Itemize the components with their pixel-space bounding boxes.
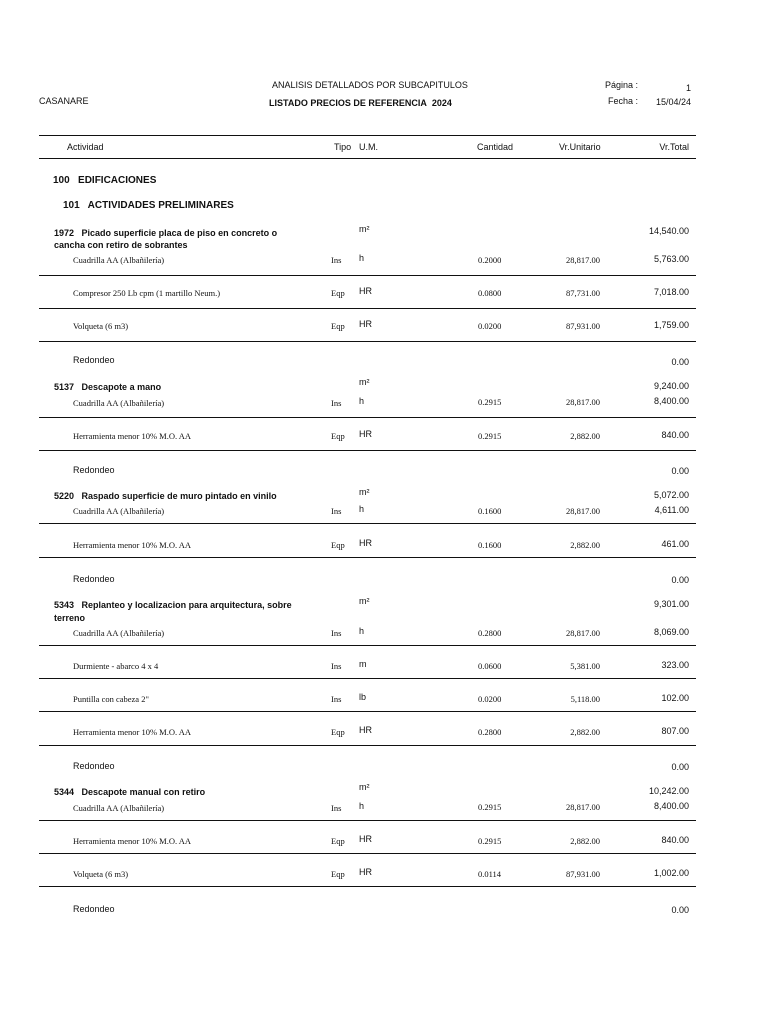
rounding-label: Redondeo (73, 574, 115, 584)
item-total: 8,400.00 (653, 396, 689, 406)
item-total: 8,069.00 (653, 627, 689, 637)
col-um: U.M. (359, 142, 378, 152)
item-um: m (359, 659, 367, 669)
item-tipo: Eqp (331, 431, 345, 441)
row-rule (39, 886, 696, 887)
date-value: 15/04/24 (656, 97, 692, 107)
item-desc: Compresor 250 Lb cpm (1 martillo Neum.) (73, 288, 221, 298)
item-tipo: Ins (331, 628, 342, 638)
item-um: HR (359, 834, 372, 844)
activity-total: 14,540.00 (648, 226, 689, 236)
item-unitario: 87,731.00 (566, 288, 600, 298)
activity-name: Picado superficie placa de piso en concreto o (81, 228, 278, 238)
item-total: 8,400.00 (653, 801, 689, 811)
item-unitario: 5,381.00 (570, 661, 600, 671)
activity-total: 9,301.00 (653, 599, 689, 609)
item-desc: Herramienta menor 10% M.O. AA (73, 540, 192, 550)
row-rule (39, 275, 696, 276)
row-rule (39, 308, 696, 309)
item-um: h (359, 253, 365, 263)
subchapter-code: 101 (63, 200, 80, 211)
row-rule (39, 678, 696, 679)
header-top-rule (39, 135, 696, 136)
rounding-value: 0.00 (671, 575, 689, 585)
activity-unit: m² (359, 377, 370, 387)
activity-total: 5,072.00 (653, 490, 689, 500)
activity-title (54, 491, 277, 501)
item-um: h (359, 801, 365, 811)
activity-name: Descapote a mano (81, 382, 162, 392)
item-unitario: 28,817.00 (566, 397, 600, 407)
item-um: h (359, 504, 365, 514)
item-unitario: 87,931.00 (566, 869, 600, 879)
rounding-value: 0.00 (671, 762, 689, 772)
col-cantidad: Cantidad (477, 142, 514, 152)
item-um: HR (359, 286, 372, 296)
item-cantidad: 0.0200 (478, 321, 502, 331)
item-total: 840.00 (661, 430, 689, 440)
page-label: Página : (605, 80, 639, 90)
item-cantidad: 0.0114 (478, 869, 502, 879)
row-rule (39, 745, 696, 746)
item-total: 7,018.00 (653, 287, 689, 297)
region-label: CASANARE (39, 96, 89, 106)
item-tipo: Ins (331, 694, 342, 704)
item-cantidad: 0.2000 (478, 255, 502, 265)
row-rule (39, 341, 696, 342)
activity-name: Replanteo y localizacion para arquitectura, sobre (81, 600, 292, 610)
activity-total: 9,240.00 (653, 381, 689, 391)
activity-title (54, 228, 277, 238)
item-total: 4,611.00 (654, 505, 689, 515)
activity-code: 5344 (54, 787, 75, 797)
activity-unit: m² (359, 782, 370, 792)
item-unitario: 28,817.00 (566, 802, 600, 812)
row-rule (39, 853, 696, 854)
item-desc: Cuadrilla AA (Albañilería) (73, 255, 165, 265)
item-unitario: 28,817.00 (566, 255, 600, 265)
item-um: lb (359, 692, 367, 702)
item-desc: Durmiente - abarco 4 x 4 (73, 661, 159, 671)
item-unitario: 87,931.00 (566, 321, 600, 331)
item-tipo: Ins (331, 506, 342, 516)
item-tipo: Eqp (331, 288, 345, 298)
item-total: 840.00 (661, 835, 689, 845)
rounding-value: 0.00 (671, 466, 689, 476)
item-tipo: Ins (331, 803, 342, 813)
activity-title (54, 382, 161, 392)
item-tipo: Eqp (331, 869, 345, 879)
chapter-name: EDIFICACIONES (78, 175, 157, 186)
item-tipo: Eqp (331, 540, 345, 550)
row-rule (39, 557, 696, 558)
item-um: HR (359, 429, 372, 439)
item-total: 807.00 (661, 726, 689, 736)
rounding-label: Redondeo (73, 465, 115, 475)
item-desc: Volqueta (6 m3) (73, 869, 129, 879)
item-cantidad: 0.2800 (478, 727, 502, 737)
item-um: HR (359, 319, 372, 329)
item-desc: Cuadrilla AA (Albañilería) (73, 506, 165, 516)
item-total: 102.00 (661, 693, 689, 703)
item-cantidad: 0.1600 (478, 506, 502, 516)
rounding-label: Redondeo (73, 761, 115, 771)
item-um: h (359, 396, 365, 406)
item-cantidad: 0.2800 (478, 628, 502, 638)
header-bottom-rule (39, 158, 696, 159)
col-total: Vr.Total (659, 142, 689, 152)
item-unitario: 2,882.00 (570, 727, 600, 737)
activity-code: 5220 (54, 491, 75, 501)
item-total: 323.00 (661, 660, 689, 670)
rounding-label: Redondeo (73, 904, 115, 914)
item-desc: Volqueta (6 m3) (73, 321, 129, 331)
item-desc: Cuadrilla AA (Albañilería) (73, 803, 165, 813)
chapter-heading (53, 175, 156, 186)
activity-total: 10,242.00 (648, 786, 689, 796)
col-actividad: Actividad (67, 142, 104, 152)
activity-title (54, 787, 205, 797)
row-rule (39, 417, 696, 418)
item-desc: Puntilla con cabeza 2" (73, 694, 149, 704)
page-number: 1 (686, 83, 692, 93)
item-cantidad: 0.2915 (478, 836, 502, 846)
col-tipo: Tipo (334, 142, 352, 152)
item-cantidad: 0.0600 (478, 661, 502, 671)
item-unitario: 28,817.00 (566, 506, 600, 516)
subchapter-heading (63, 200, 234, 211)
row-rule (39, 450, 696, 451)
row-rule (39, 645, 696, 646)
report-title-text: LISTADO PRECIOS DE REFERENCIA (269, 98, 427, 108)
item-tipo: Eqp (331, 727, 345, 737)
row-rule (39, 523, 696, 524)
rounding-value: 0.00 (671, 905, 689, 915)
report-subtitle: ANALISIS DETALLADOS POR SUBCAPITULOS (272, 80, 468, 90)
item-cantidad: 0.2915 (478, 397, 502, 407)
activity-name: Raspado superficie de muro pintado en vinilo (81, 491, 277, 501)
col-unitario: Vr.Unitario (559, 142, 601, 152)
activity-unit: m² (359, 224, 370, 234)
report-title (269, 98, 452, 108)
item-cantidad: 0.0800 (478, 288, 502, 298)
item-desc: Herramienta menor 10% M.O. AA (73, 836, 192, 846)
item-total: 5,763.00 (653, 254, 689, 264)
item-tipo: Ins (331, 255, 342, 265)
item-um: HR (359, 867, 372, 877)
item-cantidad: 0.2915 (478, 431, 502, 441)
activity-title (54, 600, 292, 610)
activity-code: 5137 (54, 382, 75, 392)
item-unitario: 2,882.00 (570, 836, 600, 846)
item-tipo: Ins (331, 398, 342, 408)
item-cantidad: 0.2915 (478, 802, 502, 812)
item-tipo: Ins (331, 661, 342, 671)
activity-name: Descapote manual con retiro (81, 787, 206, 797)
item-um: HR (359, 538, 372, 548)
activity-code: 5343 (54, 600, 75, 610)
item-unitario: 2,882.00 (570, 431, 600, 441)
item-desc: Herramienta menor 10% M.O. AA (73, 727, 192, 737)
activity-unit: m² (359, 487, 370, 497)
chapter-code: 100 (53, 175, 70, 186)
item-um: h (359, 626, 365, 636)
activity-code: 1972 (54, 228, 75, 238)
activity-unit: m² (359, 596, 370, 606)
activity-name-line2: cancha con retiro de sobrantes (54, 240, 188, 250)
item-unitario: 2,882.00 (570, 540, 600, 550)
item-total: 1,002.00 (653, 868, 689, 878)
item-cantidad: 0.1600 (478, 540, 502, 550)
item-total: 1,759.00 (653, 320, 689, 330)
item-tipo: Eqp (331, 321, 345, 331)
item-tipo: Eqp (331, 836, 345, 846)
subchapter-name: ACTIVIDADES PRELIMINARES (87, 200, 234, 211)
item-desc: Cuadrilla AA (Albañilería) (73, 398, 165, 408)
rounding-label: Redondeo (73, 355, 115, 365)
item-cantidad: 0.0200 (478, 694, 502, 704)
item-desc: Herramienta menor 10% M.O. AA (73, 431, 192, 441)
row-rule (39, 820, 696, 821)
item-unitario: 5,118.00 (570, 694, 600, 704)
date-label: Fecha : (608, 96, 639, 106)
item-um: HR (359, 725, 372, 735)
item-desc: Cuadrilla AA (Albañilería) (73, 628, 165, 638)
report-year: 2024 (431, 98, 452, 108)
item-unitario: 28,817.00 (566, 628, 600, 638)
rounding-value: 0.00 (671, 357, 689, 367)
activity-name-line2: terreno (54, 613, 86, 623)
row-rule (39, 711, 696, 712)
item-total: 461.00 (661, 539, 689, 549)
